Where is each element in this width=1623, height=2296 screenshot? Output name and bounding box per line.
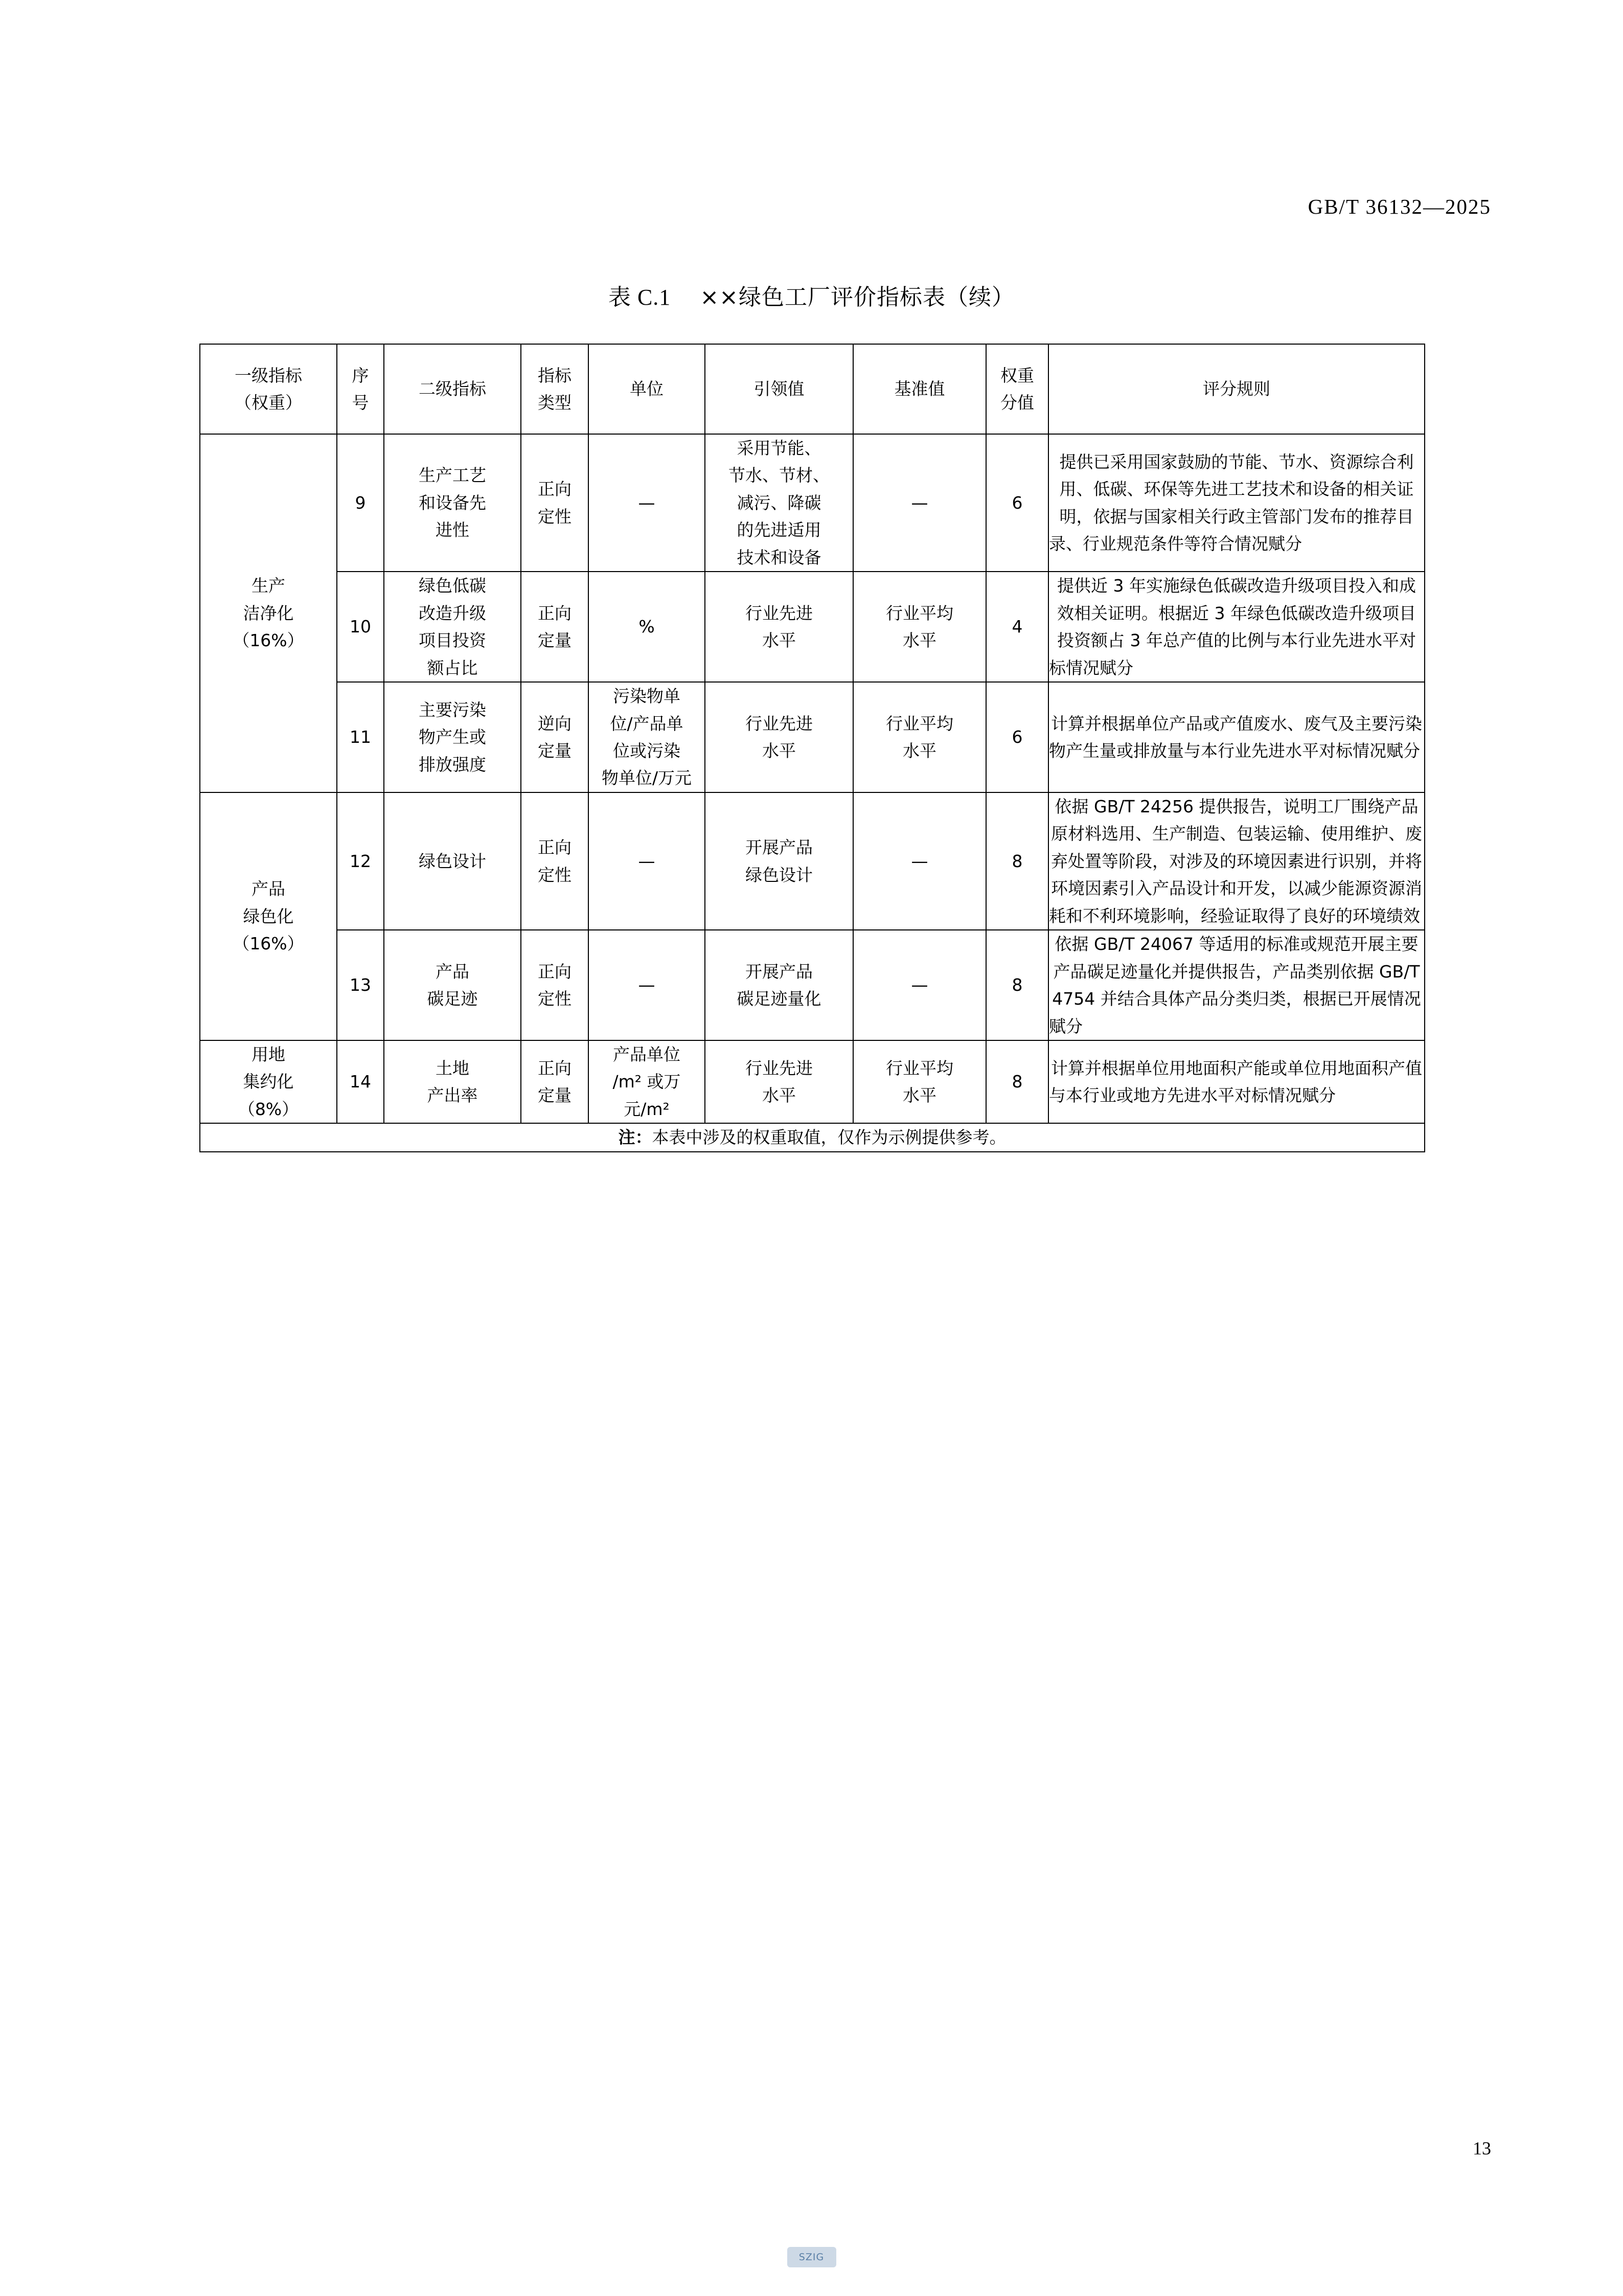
table-note [200,1123,1425,1151]
group-label-line1: 用地 [252,1044,285,1064]
table-row [200,930,1425,1040]
row-unit: — [588,792,705,930]
row-unit: % [588,572,705,682]
table-row [200,792,1425,930]
header-level1-line1: 一级指标 [235,365,302,385]
row-leading-value: 行业先进 水平 [705,572,853,682]
header-level1 [200,344,337,434]
row-base-value: — [853,434,986,572]
group-label-line3: （8%） [238,1099,299,1119]
row-level2-index: 产品 碳足迹 [384,930,521,1040]
header-unit: 单位 [588,344,705,434]
row-leading-value: 开展产品 碳足迹量化 [705,930,853,1040]
group-label-line3: （16%） [233,630,304,651]
row-index-type: 正向 定性 [521,434,588,572]
header-scoring-rule: 评分规则 [1048,344,1425,434]
table-caption-prefix: 表 C.1 [608,285,671,310]
row-index-type: 逆向 定量 [521,682,588,792]
row-leading-value: 行业先进 水平 [705,682,853,792]
table-note-row [200,1123,1425,1151]
row-seq: 9 [337,434,384,572]
table-caption-text: ××绿色工厂评价指标表（续） [700,284,1015,310]
table-header-row [200,344,1425,434]
row-level2-index: 绿色低碳 改造升级 项目投资 额占比 [384,572,521,682]
row-seq: 14 [337,1040,384,1123]
row-scoring-rule: 提供已采用国家鼓励的节能、节水、资源综合利用、低碳、环保等先进工艺技术和设备的相关证明，依据与国家相关行政主管部门发布的推荐目录、行业规范条件等符合情况赋分 [1048,434,1425,572]
group-label-land-intensification [200,1040,337,1123]
table-note-label: 注： [618,1127,652,1148]
header-index-type [521,344,588,434]
page-header-standard-code: GB/T 36132—2025 [1308,195,1491,218]
page-number: 13 [1473,2138,1491,2158]
group-label-line2: 绿色化 [243,906,294,926]
table-row [200,1040,1425,1123]
row-index-type: 正向 定性 [521,792,588,930]
header-weight-line1: 权重 [1000,365,1034,385]
row-seq: 13 [337,930,384,1040]
table-row [200,434,1425,572]
group-label-line1: 生产 [252,576,285,596]
row-level2-index: 土地 产出率 [384,1040,521,1123]
header-level1-line2: （权重） [235,393,302,413]
table-note-text: 本表中涉及的权重取值，仅作为示例提供参考。 [652,1127,1007,1148]
row-scoring-rule: 依据 GB/T 24256 提供报告，说明工厂围绕产品原材料选用、生产制造、包装运输、使用维护、废弃处置等阶段，对涉及的环境因素进行识别，并将环境因素引入产品设计和开发，以减少能源资源消耗和不利环境影响，经验证取得了良好的环境绩效 [1048,792,1425,930]
row-unit: 污染物单 位/产品单 位或污染 物单位/万元 [588,682,705,792]
row-scoring-rule: 计算并根据单位产品或产值废水、废气及主要污染物产生量或排放量与本行业先进水平对标情况赋分 [1048,682,1425,792]
row-leading-value: 采用节能、 节水、节材、 减污、降碳 的先进适用 技术和设备 [705,434,853,572]
header-base-value: 基准值 [853,344,986,434]
group-label-line2: 洁净化 [243,603,294,623]
row-scoring-rule: 依据 GB/T 24067 等适用的标准或规范开展主要产品碳足迹量化并提供报告，产品类别依据 GB/T 4754 并结合具体产品分类归类，根据已开展情况赋分 [1048,930,1425,1040]
row-weight: 8 [986,930,1048,1040]
header-level2: 二级指标 [384,344,521,434]
header-weight-line2: 分值 [1000,393,1034,413]
row-base-value: 行业平均 水平 [853,1040,986,1123]
row-base-value: 行业平均 水平 [853,682,986,792]
row-weight: 8 [986,792,1048,930]
header-leading-value: 引领值 [705,344,853,434]
watermark-logo: SZIG [787,2247,836,2267]
row-unit: — [588,930,705,1040]
evaluation-index-table [199,344,1425,1152]
row-unit: — [588,434,705,572]
row-base-value: — [853,930,986,1040]
row-leading-value: 行业先进 水平 [705,1040,853,1123]
row-weight: 4 [986,572,1048,682]
header-index-type-line1: 指标 [538,365,572,385]
row-scoring-rule: 提供近 3 年实施绿色低碳改造升级项目投入和成效相关证明。根据近 3 年绿色低碳改造升级项目投资额占 3 年总产值的比例与本行业先进水平对标情况赋分 [1048,572,1425,682]
header-seq [337,344,384,434]
row-level2-index: 主要污染 物产生或 排放强度 [384,682,521,792]
row-weight: 6 [986,682,1048,792]
row-scoring-rule: 计算并根据单位用地面积产能或单位用地面积产值与本行业或地方先进水平对标情况赋分 [1048,1040,1425,1123]
row-seq: 10 [337,572,384,682]
group-label-line3: （16%） [233,934,304,954]
row-level2-index: 绿色设计 [384,792,521,930]
row-index-type: 正向 定性 [521,930,588,1040]
header-seq-line1: 序 [352,365,369,385]
group-label-production-cleanliness [200,434,337,792]
row-level2-index: 生产工艺 和设备先 进性 [384,434,521,572]
header-index-type-line2: 类型 [538,393,572,413]
group-label-line2: 集约化 [243,1072,294,1092]
row-weight: 6 [986,434,1048,572]
row-index-type: 正向 定量 [521,572,588,682]
row-weight: 8 [986,1040,1048,1123]
row-base-value: — [853,792,986,930]
table-row [200,682,1425,792]
row-seq: 11 [337,682,384,792]
header-weight [986,344,1048,434]
row-base-value: 行业平均 水平 [853,572,986,682]
row-index-type: 正向 定量 [521,1040,588,1123]
row-leading-value: 开展产品 绿色设计 [705,792,853,930]
group-label-product-greening [200,792,337,1040]
table-caption [0,279,1623,311]
row-unit: 产品单位 /m² 或万 元/m² [588,1040,705,1123]
row-seq: 12 [337,792,384,930]
group-label-line1: 产品 [252,879,285,899]
header-seq-line2: 号 [352,393,369,413]
table-row [200,572,1425,682]
